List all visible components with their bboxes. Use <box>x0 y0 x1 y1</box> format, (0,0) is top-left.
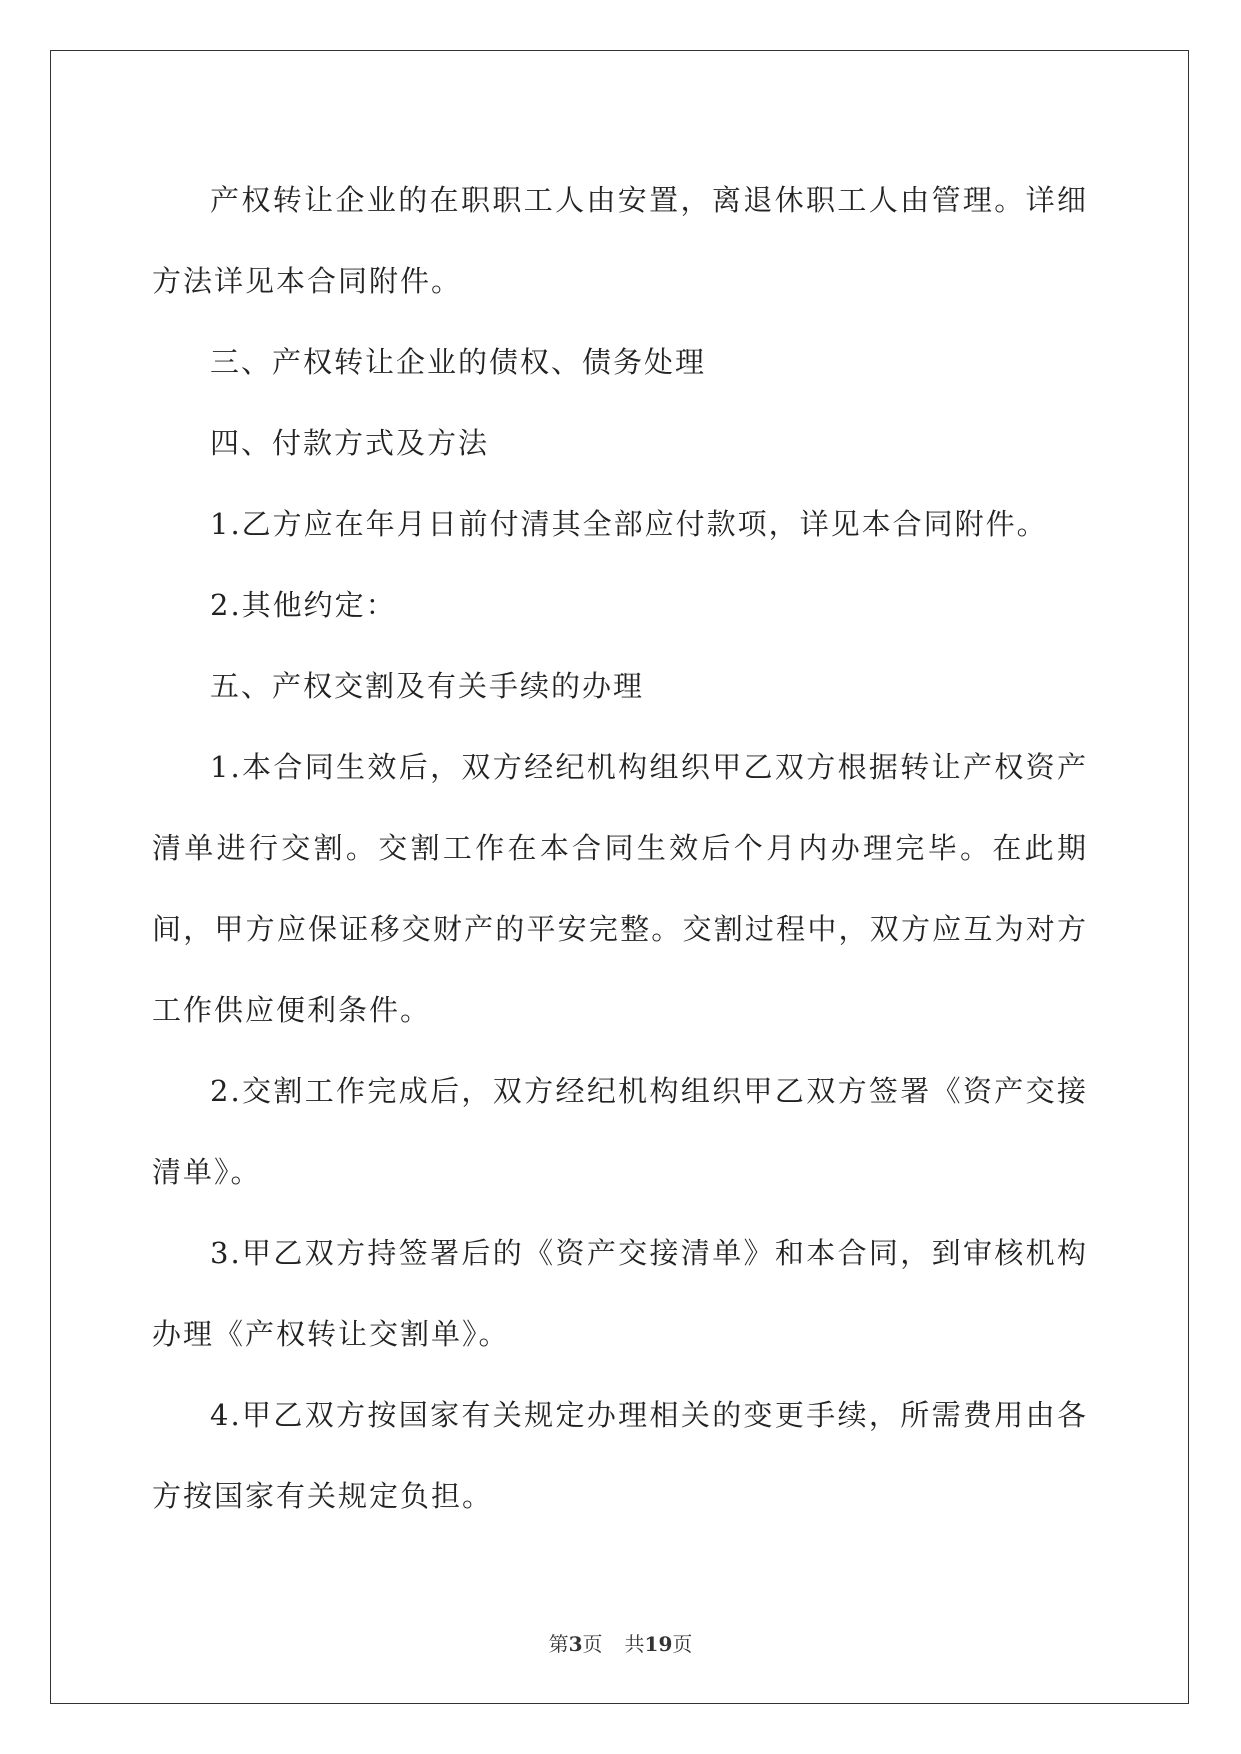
heading-property-handover: 五、产权交割及有关手续的办理 <box>210 669 645 703</box>
paragraph-employee-placement: 产权转让企业的在职职工人由安置，离退休职工人由管理。详细方法详见本合同附件。 <box>152 183 1088 298</box>
page-suffix: 页 <box>582 1632 603 1656</box>
heading-payment-method: 四、付款方式及方法 <box>210 426 490 460</box>
paragraph-transfer-certificate: 3.甲乙双方持签署后的《资产交接清单》和本合同，到审核机构办理《产权转让交割单》。 <box>152 1236 1088 1351</box>
total-prefix: 共 <box>624 1632 645 1656</box>
paragraph-change-procedures: 4.甲乙双方按国家有关规定办理相关的变更手续，所需费用由各方按国家有关规定负担。 <box>152 1398 1088 1513</box>
total-pages: 19 <box>644 1632 673 1656</box>
page-prefix: 第 <box>548 1632 569 1656</box>
page-number: 3 <box>568 1632 583 1656</box>
document-body <box>152 160 1088 1537</box>
total-suffix: 页 <box>672 1632 693 1656</box>
paragraph-handover-process: 1.本合同生效后，双方经纪机构组织甲乙双方根据转让产权资产清单进行交割。交割工作在本合同生效后个月内办理完毕。在此期间，甲方应保证移交财产的平安完整。交割过程中，双方应互为对方工作供应便利条件。 <box>152 750 1088 1027</box>
page-footer <box>0 1628 1241 1657</box>
heading-debt-handling: 三、产权转让企业的债权、债务处理 <box>210 345 707 379</box>
paragraph-asset-list-signing: 2.交割工作完成后，双方经纪机构组织甲乙双方签署《资产交接清单》。 <box>152 1074 1088 1189</box>
paragraph-payment-deadline: 1.乙方应在年月日前付清其全部应付款项，详见本合同附件。 <box>210 507 1048 541</box>
paragraph-other-agreements: 2.其他约定： <box>210 588 397 622</box>
